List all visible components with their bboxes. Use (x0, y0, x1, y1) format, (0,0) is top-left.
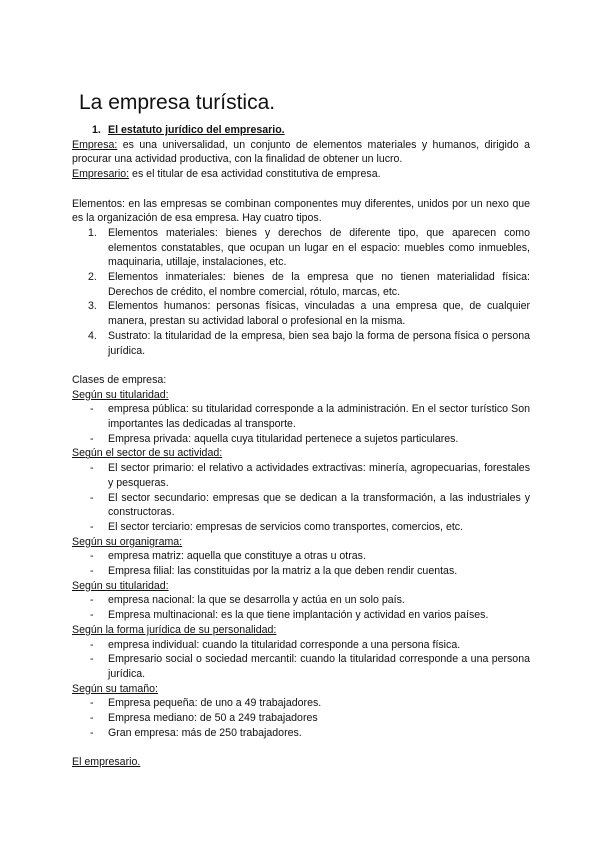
bullet-dash: - (90, 565, 94, 578)
list-item (72, 299, 530, 328)
bullet-dash: - (90, 432, 94, 445)
list-item (72, 638, 530, 653)
bullet-dash: - (90, 491, 94, 504)
group-list (72, 461, 530, 535)
group-heading: Según la forma jurídica de su personalidad: (72, 623, 277, 636)
list-item (72, 593, 530, 608)
item-text: Empresa multinacional: es la que tiene implantación y actividad en varios países. (108, 609, 489, 622)
bullet-dash: - (90, 462, 94, 475)
list-item (72, 549, 530, 564)
section-title: El estatuto jurídico del empresario. (108, 124, 285, 136)
group-list (72, 638, 530, 682)
definition-text: es una universalidad, un conjunto de elementos materiales y humanos, dirigido a procurar una actividad productiva, con la finalidad de obtener un lucro. (72, 138, 530, 166)
list-item (72, 652, 530, 681)
group-list (72, 549, 530, 578)
definition-text: es el titular de esa actividad constitutiva de empresa. (129, 168, 381, 181)
list-item (72, 608, 530, 623)
item-text: empresa pública: su titularidad corresponde a la administración. En el sector turístico Son importantes las dedicadas al transporte. (108, 403, 530, 431)
group-list (72, 593, 530, 622)
item-text: empresa matriz: aquella que constituye a otras u otras. (108, 550, 366, 563)
item-text: Gran empresa: más de 250 trabajadores. (108, 726, 302, 739)
list-item (72, 491, 530, 520)
bullet-dash: - (90, 609, 94, 622)
item-number: 1. (88, 226, 97, 239)
item-text: empresa individual: cuando la titularidad corresponde a una persona física. (108, 638, 461, 651)
list-item (72, 520, 530, 535)
item-number: 4. (88, 329, 97, 342)
item-text: Empresa pequeña: de uno a 49 trabajadores. (108, 697, 322, 710)
elements-intro: Elementos: en las empresas se combinan componentes muy diferentes, unidos por un nexo que es la organización de esa empresa. Hay cuatro tipos. (72, 197, 530, 225)
list-item (72, 461, 530, 490)
group-heading: Según su titularidad: (72, 579, 169, 592)
item-text: Empresario social o sociedad mercantil: cuando la titularidad corresponde a una persona jurídica. (108, 653, 530, 680)
bullet-dash: - (90, 712, 94, 725)
item-text: Empresa privada: aquella cuya titularidad pertenece a sujetos particulares. (108, 432, 459, 445)
list-item (72, 432, 530, 447)
list-item (72, 329, 530, 358)
elements-list (72, 226, 530, 358)
item-text: empresa nacional: la que se desarrolla y actúa en un solo país. (108, 594, 405, 607)
bullet-dash: - (90, 697, 94, 710)
item-text: Sustrato: la titularidad de la empresa, bien sea bajo la forma de persona física o persona jurídica. (108, 329, 530, 357)
bullet-dash: - (90, 726, 94, 739)
list-item (72, 226, 530, 270)
item-text: El sector secundario: empresas que se dedican a la transformación, a las industriales y constructoras. (108, 491, 530, 519)
bullet-dash: - (90, 403, 94, 416)
bullet-dash: - (90, 638, 94, 651)
section-number: 1. (92, 124, 101, 136)
bullet-dash: - (90, 653, 94, 666)
bullet-dash: - (90, 550, 94, 563)
group-list (72, 402, 530, 446)
bullet-dash: - (90, 520, 94, 533)
item-text: Elementos materiales: bienes y derechos de diferente tipo, que aparecen como elementos constatables, que ocupan un lugar en el espacio: muebles como inmuebles, maquinaria, utillaje, instalaciones, etc. (108, 226, 530, 269)
group-heading: Según su organigrama: (72, 535, 183, 548)
item-text: Elementos inmateriales: bienes de la empresa que no tienen materialidad física: Derechos de crédito, el nombre comercial, rótulo, marcas, etc. (108, 271, 530, 298)
group-heading: Según el sector de su actividad: (72, 447, 223, 460)
list-item (72, 711, 530, 726)
final-heading: El empresario. (72, 756, 141, 769)
item-text: Empresa filial: las constituidas por la matriz a la que deben rendir cuentas. (108, 565, 458, 578)
group-heading: Según su titularidad: (72, 388, 169, 401)
group-heading: Según su tamaño: (72, 682, 158, 695)
section-heading (92, 123, 530, 138)
document-body (72, 123, 530, 770)
definition-empresario (72, 167, 530, 182)
list-item (72, 564, 530, 579)
definition-term: Empresario: (72, 168, 130, 181)
document-title: La empresa turística. (79, 91, 276, 114)
group-list (72, 696, 530, 740)
list-item (72, 696, 530, 711)
list-item (72, 402, 530, 431)
item-text: El sector primario: el relativo a actividades extractivas: minería, agropecuarias, forestales y pesqueras. (108, 462, 530, 489)
bullet-dash: - (90, 594, 94, 607)
list-item (72, 726, 530, 741)
list-item (72, 270, 530, 299)
item-text: Empresa mediano: de 50 a 249 trabajadores (108, 712, 318, 725)
item-number: 3. (88, 300, 97, 313)
definition-term: Empresa: (72, 138, 118, 151)
item-text: El sector terciario: empresas de servicios como transportes, comercios, etc. (108, 520, 464, 533)
classes-intro: Clases de empresa: (72, 373, 167, 386)
item-number: 2. (88, 271, 97, 284)
definition-empresa (72, 138, 530, 167)
item-text: Elementos humanos: personas físicas, vinculadas a una empresa que, de cualquier manera, prestan su actividad laboral o profesional en la misma. (108, 300, 530, 328)
